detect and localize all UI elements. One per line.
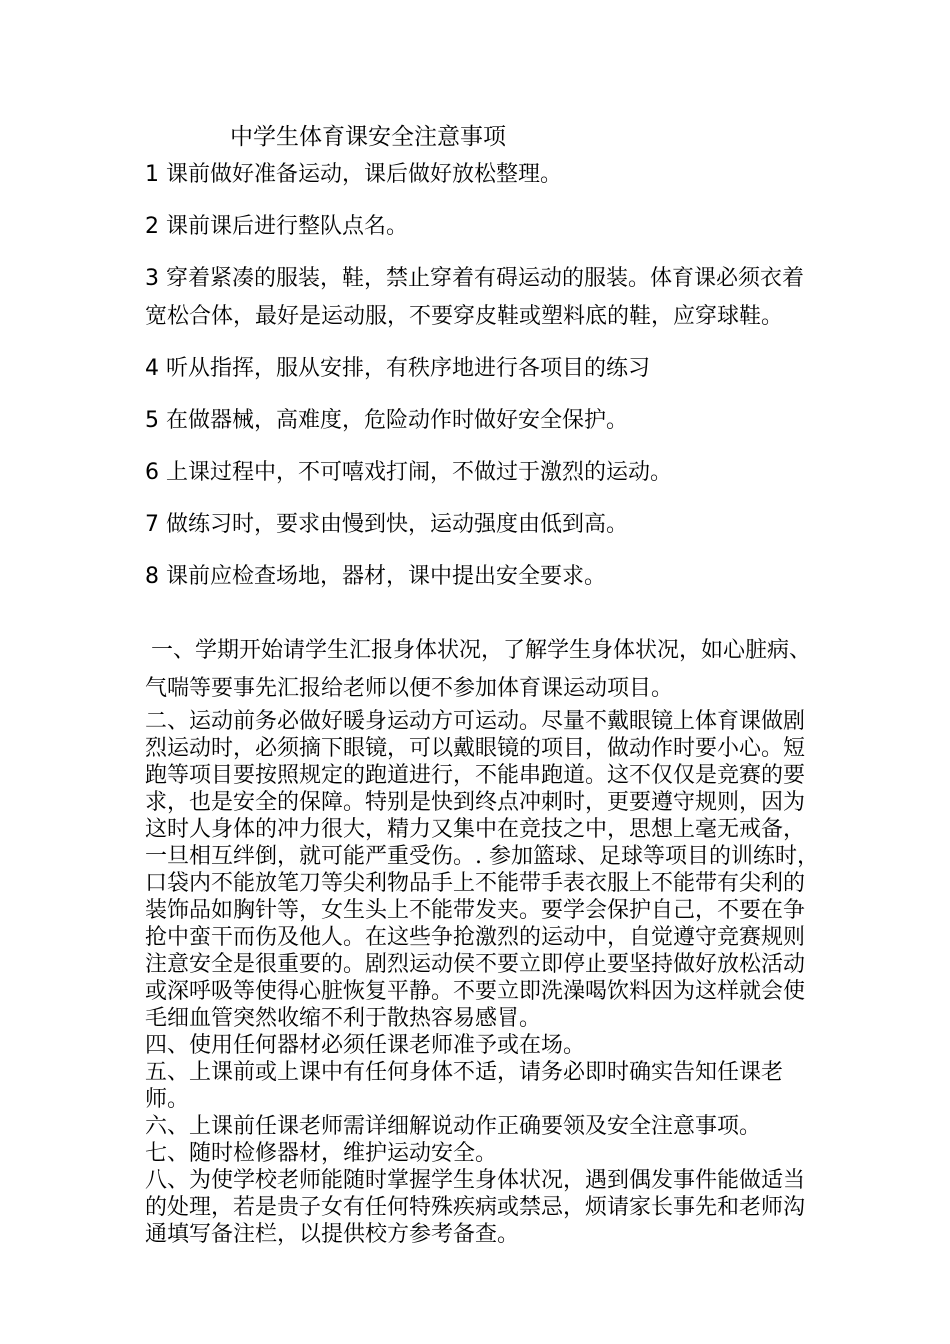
note-item: 四、使用任何器材必须任课老师准予或在场。 xyxy=(145,1033,586,1058)
note-item: 六、上课前任课老师需详细解说动作正确要领及安全注意事项。 xyxy=(145,1114,762,1139)
notes-list xyxy=(145,632,825,1248)
note-item: 一、学期开始请学生汇报身体状况，了解学生身体状况，如心脏病、气喘等要事先汇报给老师以便不参加体育课运动项目。 xyxy=(145,638,812,701)
note-item: 二、运动前务必做好暖身运动方可运动。尽量不戴眼镜上体育课做剧烈运动时，必须摘下眼镜，可以戴眼镜的项目，做动作时要小心。短跑等项目要按照规定的跑道进行，不能串跑道。这不仅仅是竞赛的要求，也是安全的保障。特别是快到终点冲刺时，更要遵守规则，因为这时人身体的冲力很大，精力又集中在竞技之中，思想上毫无戒备，一旦相互绊倒，就可能严重受伤。. 参加篮球、足球等项目的训练时，口袋内不能放笔刀等尖利物品手上不能带手表衣服上不能带有尖利的装饰品如胸针等，女生头上不能带发夹。要学会保护自己，不要在争抢中蛮干而伤及他人。在这些争抢激烈的运动中，自觉遵守竞赛规则注意安全是很重要的。剧烈运动侯不要立即停止要坚持做好放松活动或深呼吸等使得心脏恢复平静。不要立即洗澡喝饮料因为这样就会使毛细血管突然收缩不利于散热容易感冒。 xyxy=(145,709,819,1031)
rule-item: 1 课前做好准备运动，课后做好放松整理。 xyxy=(145,162,562,187)
note-item: 八、为使学校老师能随时掌握学生身体状况，遇到偶发事件能做适当的处理，若是贵子女有任何特殊疾病或禁忌，烦请家长事先和老师沟通填写备注栏，以提供校方参考备查。 xyxy=(145,1168,806,1247)
rule-item: 8 课前应检查场地，器材，课中提出安全要求。 xyxy=(145,564,606,589)
note-item: 五、上课前或上课中有任何身体不适，请务必即时确实告知任课老师。 xyxy=(145,1060,784,1112)
page-title: 中学生体育课安全注意事项 xyxy=(230,124,506,150)
rule-item: 2 课前课后进行整队点名。 xyxy=(145,214,408,239)
rule-item: 6 上课过程中，不可嘻戏打闹，不做过于激烈的运动。 xyxy=(145,460,672,485)
rule-item: 7 做练习时，要求由慢到快，运动强度由低到高。 xyxy=(145,512,628,537)
rule-item: 4 听从指挥，服从安排，有秩序地进行各项目的练习 xyxy=(145,356,650,381)
rules-list xyxy=(145,156,825,610)
rule-item: 3 穿着紧凑的服装，鞋，禁止穿着有碍运动的服装。体育课必须衣着宽松合体，最好是运动服，不要穿皮鞋或塑料底的鞋，应穿球鞋。 xyxy=(145,266,804,329)
rule-item: 5 在做器械，高难度，危险动作时做好安全保护。 xyxy=(145,408,628,433)
note-item: 七、随时检修器材，维护运动安全。 xyxy=(145,1141,498,1166)
